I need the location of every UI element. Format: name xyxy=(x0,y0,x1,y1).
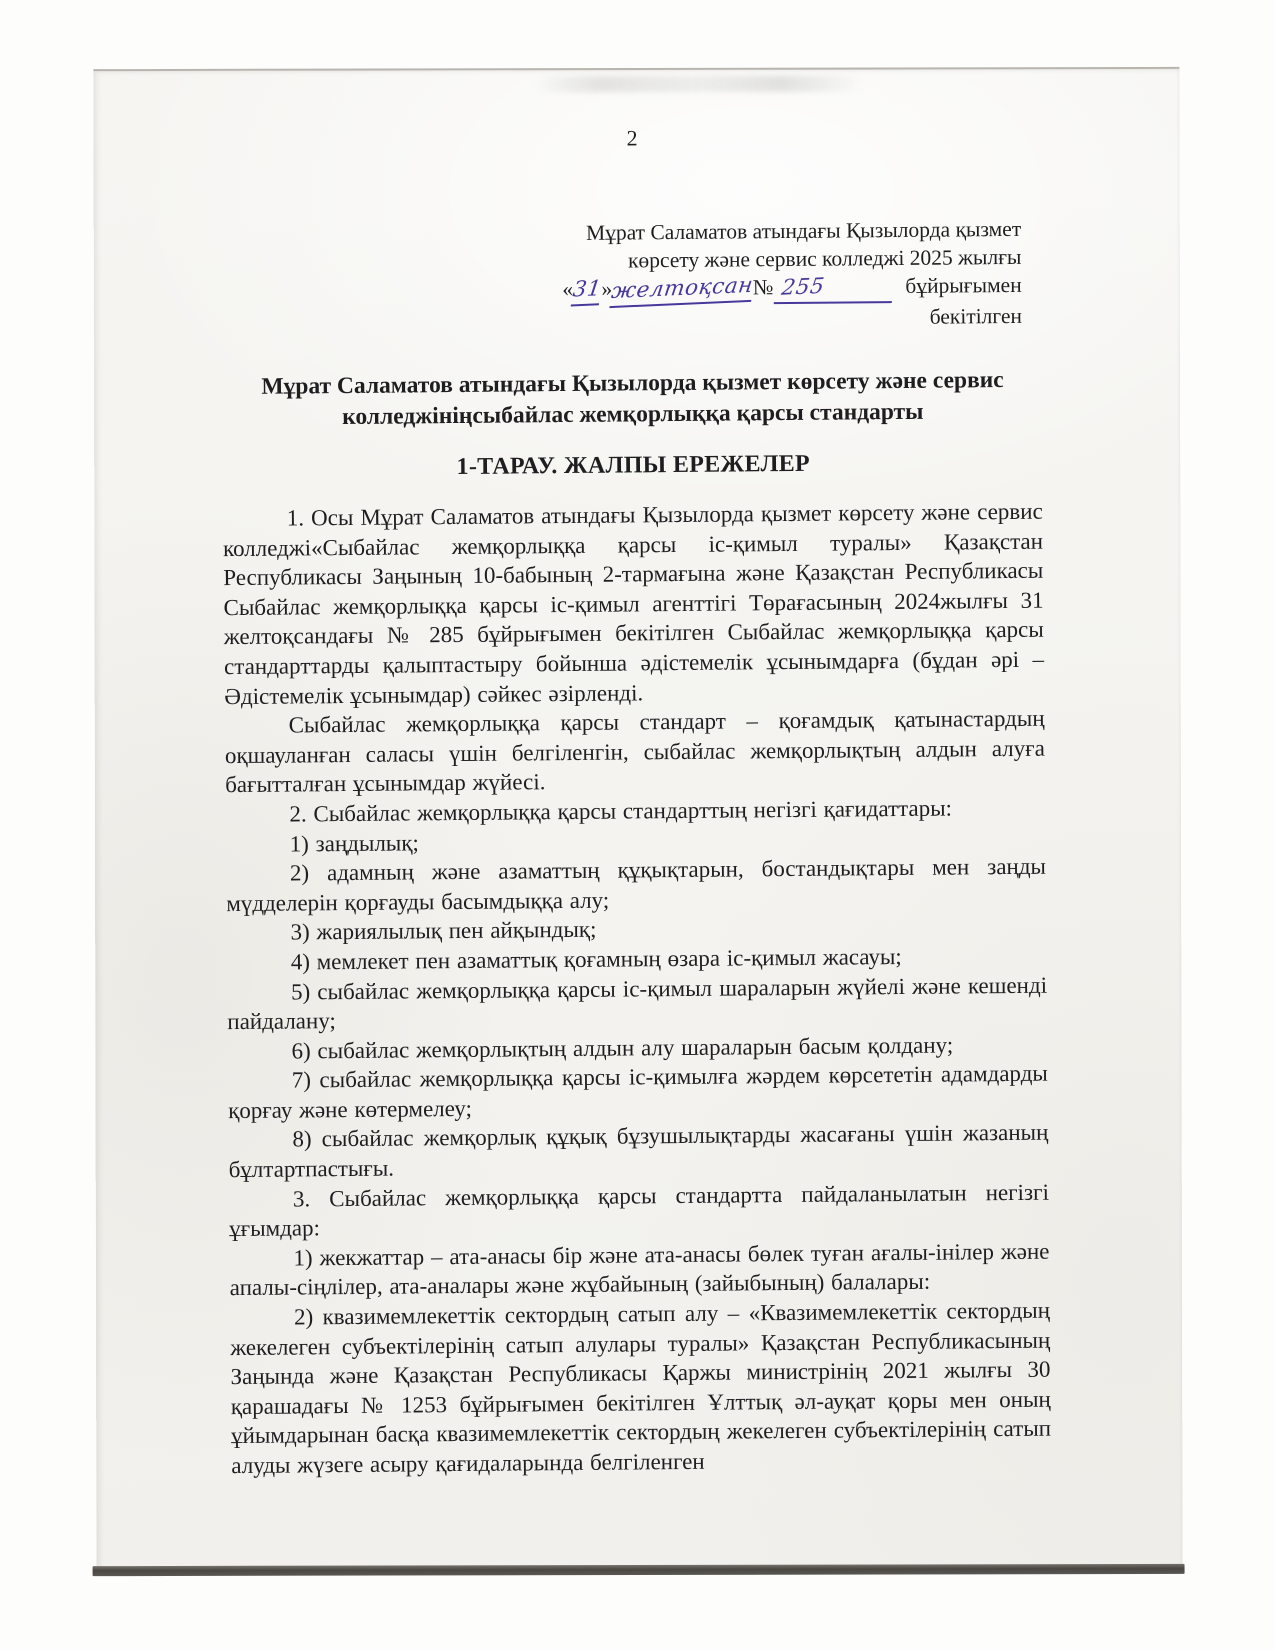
chapter-heading: 1-ТАРАУ. ЖАЛПЫ ЕРЕЖЕЛЕР xyxy=(456,450,811,481)
body-paragraph: 3) жариялылық пен айқындық; xyxy=(290,917,597,945)
body-paragraph: 6) сыбайлас жемқорлықтың алдын алу шараларын басым қолдану; xyxy=(291,1032,954,1064)
body-paragraph: 7) сыбайлас жемқорлыққа қарсы іс-қимылға жәрдем көрсететін адамдарды қорғау және көтермелеу; xyxy=(228,1060,1048,1123)
page-number: 2 xyxy=(626,125,639,151)
handwritten-order-number: 255 xyxy=(779,273,826,301)
body-paragraph: 2) квазимемлекеттік сектордың сатып алу – «Квазимемлекеттік сектордың жекелеген субъектілерінің сатып алулары туралы» Қазақстан Республикасының Заңында және Қазақстан Республикасы Қаржы министрінің 2021 жылғы 30 қарашадағы № 1253 бұйрығымен бекітілген Ұлттық әл-ауқат қоры мен оның ұйымдарынан басқа квазимемлекеттік сектордың жекелеген субъектілерінің сатып алуды жүзеге асыру қағидаларында белгіленген xyxy=(230,1297,1052,1479)
approval-line-1: Мұрат Саламатов атындағы Қызылорда қызмет xyxy=(585,216,1022,245)
handwritten-month: желтоқсан xyxy=(610,272,755,308)
page-content xyxy=(89,65,1189,1580)
document-title xyxy=(221,365,1044,434)
approval-line-3-tail: бұйрығымен xyxy=(905,272,1022,298)
body-paragraph: 5) сыбайлас жемқорлыққа қарсы іс-қимыл шараларын жүйелі және кешенді пайдалану; xyxy=(227,972,1048,1035)
number-sign: № xyxy=(752,275,774,300)
quote-close: » xyxy=(601,276,613,301)
approval-block xyxy=(551,215,1022,334)
body-paragraph: 1) заңдылық; xyxy=(289,829,419,857)
body-paragraph: 3. Сыбайлас жемқорлыққа қарсы стандартта пайдаланылатын негізгі ұғымдар: xyxy=(229,1179,1050,1242)
body-paragraph: Сыбайлас жемқорлыққа қарсы стандарт – қоғамдық қатынастардың оқшауланған саласы үшін белгіленгін, сыбайлас жемқорлықтың алдын алуға бағытталған ұсынымдар жүйесі. xyxy=(224,705,1045,798)
body-paragraph: 8) сыбайлас жемқорлық құқық бұзушылықтарды жасағаны үшін жазаның бұлтартпастығы. xyxy=(228,1120,1049,1183)
body-paragraph: 4) мемлекет пен азаматтық қоғамның өзара іс-қимыл жасауы; xyxy=(290,943,902,975)
document-title-line-2: колледжініңсыбайлас жемқорлыққа қарсы стандарты xyxy=(342,398,924,431)
paper-bottom-edge-shadow xyxy=(93,1564,1185,1576)
document-body xyxy=(223,497,1052,1481)
body-paragraph: 1) жекжаттар – ата-анасы бір және ата-анасы бөлек туған ағалы-інілер және апалы-сіңлілер, ата-аналары және жұбайының (зайыбының) балалары: xyxy=(229,1238,1050,1301)
approval-line-3 xyxy=(552,271,1022,306)
body-paragraph: 2. Сыбайлас жемқорлыққа қарсы стандарттың негізгі қағидаттары: xyxy=(289,795,953,827)
handwritten-order-number-slot xyxy=(773,272,891,304)
body-paragraph: 2) адамның және азаматтың құқықтарын, бостандықтары мен заңды мүдделерін қорғауды басымдыққа алу; xyxy=(226,853,1047,916)
approval-line-4: бекітілген xyxy=(929,303,1023,329)
approval-line-2: көрсету және сервис колледжі 2025 жылғы xyxy=(627,244,1022,273)
body-paragraph: 1. Осы Мұрат Саламатов атындағы Қызылорда қызмет көрсету және сервис колледжі«Сыбайлас жемқорлыққа қарсы іс-қимыл туралы» Қазақстан Республикасы Заңының 10-бабының 2-тармағына және Қазақстан Республикасы Сыбайлас жемқорлыққа қарсы іс-қимыл агенттігі Төрағасының 2024жылғы 31 желтоқсандағы № 285 бұйрығымен бекітілген Сыбайлас жемқорлыққа қарсы стандарттарды қалыптастыру бойынша әдістемелік ұсынымдарға (бұдан әрі – Әдістемелік ұсынымдар) сәйкес әзірленді. xyxy=(222,498,1045,709)
document-title-line-1: Мұрат Саламатов атындағы Қызылорда қызмет көрсету және сервис xyxy=(261,367,1004,400)
paper-sheet xyxy=(93,67,1182,1576)
handwritten-day: 31 xyxy=(571,275,603,306)
quote-open: « xyxy=(562,276,574,302)
